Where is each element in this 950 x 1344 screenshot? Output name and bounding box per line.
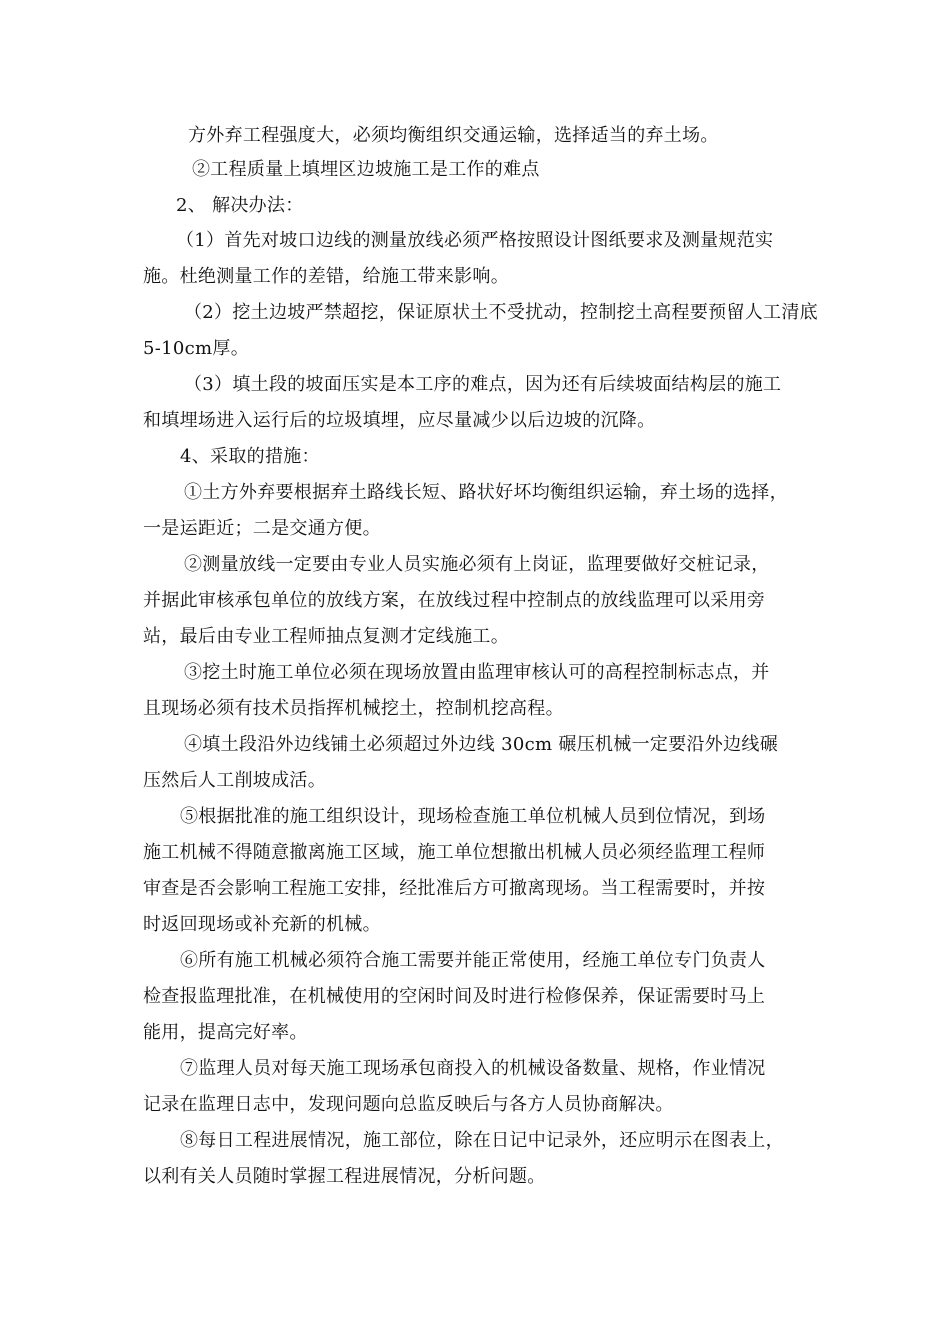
text-line: 施。杜绝测量工作的差错，给施工带来影响。 bbox=[143, 266, 509, 287]
text-line: 一是运距近；二是交通方便。 bbox=[143, 518, 381, 539]
text-line: ②测量放线一定要由专业人员实施必须有上岗证，监理要做好交桩记录， bbox=[184, 554, 770, 575]
text-line: 且现场必须有技术员指挥机械挖土，控制机挖高程。 bbox=[143, 698, 564, 719]
text-line: （3）填土段的坡面压实是本工序的难点，因为还有后续坡面结构层的施工 bbox=[184, 374, 782, 395]
text-line: 记录在监理日志中，发现问题向总监反映后与各方人员协商解决。 bbox=[143, 1094, 674, 1115]
text-line: （1）首先对坡口边线的测量放线必须严格按照设计图纸要求及测量规范实 bbox=[176, 230, 774, 251]
text-line: 时返回现场或补充新的机械。 bbox=[143, 914, 381, 935]
text-line: 审查是否会影响工程施工安排，经批准后方可撤离现场。当工程需要时，并按 bbox=[143, 878, 766, 899]
section-heading: 4、采取的措施： bbox=[180, 446, 320, 467]
text-line: 检查报监理批准，在机械使用的空闲时间及时进行检修保养，保证需要时马上 bbox=[143, 986, 766, 1007]
text-line: ①土方外弃要根据弃土路线长短、路状好坏均衡组织运输，弃土场的选择， bbox=[184, 482, 788, 503]
text-line: 并据此审核承包单位的放线方案，在放线过程中控制点的放线监理可以采用旁 bbox=[143, 590, 766, 611]
text-line: 5-10cm厚。 bbox=[143, 338, 249, 359]
text-line: 能用，提高完好率。 bbox=[143, 1022, 308, 1043]
text-line: ⑦监理人员对每天施工现场承包商投入的机械设备数量、规格，作业情况 bbox=[180, 1058, 766, 1079]
text-line: ③挖土时施工单位必须在现场放置由监理审核认可的高程控制标志点，并 bbox=[184, 662, 770, 683]
text-line: 压然后人工削坡成活。 bbox=[143, 770, 326, 791]
text-line: 以利有关人员随时掌握工程进展情况，分析问题。 bbox=[143, 1166, 546, 1187]
text-line: ⑤根据批准的施工组织设计，现场检查施工单位机械人员到位情况，到场 bbox=[180, 806, 766, 827]
text-line: 施工机械不得随意撤离施工区域，施工单位想撤出机械人员必须经监理工程师 bbox=[143, 842, 766, 863]
text-line: ⑧每日工程进展情况，施工部位，除在日记中记录外，还应明示在图表上， bbox=[180, 1130, 784, 1151]
text-line: 方外弃工程强度大，必须均衡组织交通运输，选择适当的弃土场。 bbox=[188, 125, 719, 146]
text-line: ②工程质量上填埋区边坡施工是工作的难点 bbox=[192, 159, 540, 180]
text-line: ④填土段沿外边线铺土必须超过外边线 30cm 碾压机械一定要沿外边线碾 bbox=[184, 734, 778, 755]
text-line: 站，最后由专业工程师抽点复测才定线施工。 bbox=[143, 626, 509, 647]
text-line: （2）挖土边坡严禁超挖，保证原状土不受扰动，控制挖土高程要预留人工清底 bbox=[184, 302, 818, 323]
text-line: 和填埋场进入运行后的垃圾填埋，应尽量减少以后边坡的沉降。 bbox=[143, 410, 656, 431]
text-line: ⑥所有施工机械必须符合施工需要并能正常使用，经施工单位专门负责人 bbox=[180, 950, 766, 971]
section-heading: 2、 解决办法： bbox=[176, 195, 304, 216]
